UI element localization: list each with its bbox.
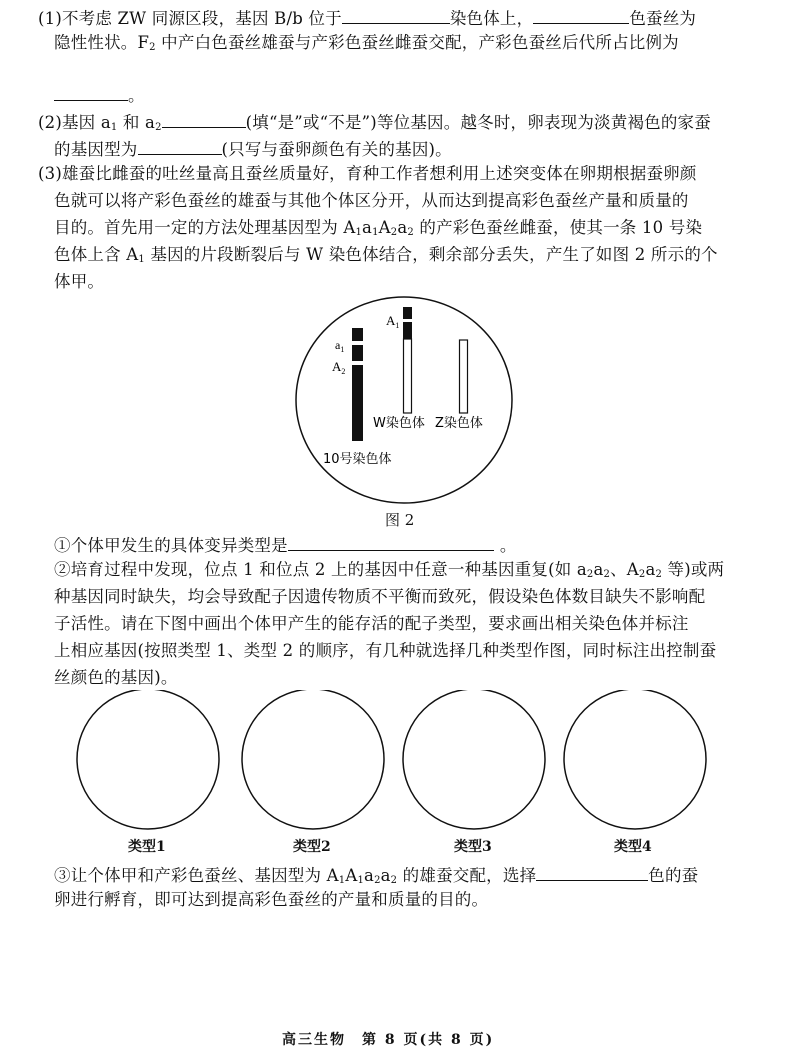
q3-line1: (3)雄蚕比雌蚕的吐丝量高且蚕丝质量好，育种工作者想利用上述突变体在卵期根据蚕卵颜: [38, 164, 697, 183]
gene-A2-label: $A_2$: [332, 359, 346, 376]
sub3-line1: ③让个体甲和产彩色蚕丝、基因型为 $A_1A_1a_2a_2$ 的雄蚕交配，选择 色的蚕: [54, 862, 698, 892]
answer-circle-type-2[interactable]: [242, 690, 384, 829]
z-chromosome-label: Z染色体: [435, 416, 483, 431]
answer-circles: [75, 690, 725, 838]
chromosome-W: [403, 307, 412, 413]
q1-blank-chromosome[interactable]: [342, 5, 450, 24]
w-chromosome-label: W染色体: [373, 416, 425, 431]
q1-blank-color[interactable]: [533, 5, 629, 24]
type-3-label: 类型3: [454, 839, 492, 855]
sub2-line2: 种基因同时缺失，均会导致配子因遗传物质不平衡而致死，假设染色体数目缺失不影响配: [54, 587, 706, 606]
type-2-label: 类型2: [293, 839, 331, 855]
sub1-line: ①个体甲发生的具体变异类型是 。: [54, 532, 517, 557]
q2-line2: 的基因型为 (只写与蚕卵颜色有关的基因)。: [54, 136, 452, 161]
q2-blank-genotype[interactable]: [138, 136, 222, 155]
gene-A1-label: $A_1$: [386, 313, 400, 330]
type-4-label: 类型4: [614, 839, 652, 855]
sub2-line4: 上相应基因(按照类型 1、类型 2 的顺序，有几种就选择几种类型作图，同时标注出控制蚕: [54, 641, 717, 660]
sub2-line5: 丝颜色的基因)。: [54, 668, 178, 687]
q1-line2: 隐性性状。$F_2$ 中产白色蚕丝雄蚕与产彩色蚕丝雌蚕交配，产彩色蚕丝后代所占比例为: [54, 33, 679, 53]
q2-line1: (2)基因 $a_1$ 和 $a_2$ (填“是”或“不是”)等位基因。越冬时，卵表现为淡黄褐色的家蚕: [38, 109, 711, 139]
q3-line5: 体甲。: [54, 272, 105, 291]
type-1-label: 类型1: [128, 839, 166, 855]
sub2-line1: ②培育过程中发现，位点 1 和位点 2 上的基因中任意一种基因重复(如 $a_2a_2$、$A_2a_2$ 等)或两: [54, 560, 725, 580]
q1-blank-ratio[interactable]: [54, 82, 128, 101]
q2-blank-allele[interactable]: [162, 109, 246, 128]
sub3-blank-egg-color[interactable]: [536, 862, 648, 881]
q1-line3: 。: [54, 82, 145, 107]
page-footer: 高三生物 第 8 页(共 8 页): [282, 1032, 495, 1048]
figure-2-diagram: [285, 295, 525, 515]
sub1-blank-variation[interactable]: [288, 532, 494, 551]
chromosome-10-label: 10号染色体: [323, 452, 392, 467]
figure-2-caption: 图 2: [385, 511, 415, 529]
answer-circle-type-4[interactable]: [564, 690, 706, 829]
gene-a1-label: $a_1$: [335, 338, 345, 354]
q1-line1: (1)不考虑 ZW 同源区段，基因 B/b 位于 染色体上， 色蚕丝为: [38, 5, 696, 30]
answer-circle-type-3[interactable]: [403, 690, 545, 829]
q3-line2: 色就可以将产彩色蚕丝的雄蚕与其他个体区分开，从而达到提高彩色蚕丝产量和质量的: [54, 191, 689, 210]
chromosome-Z: [460, 340, 468, 413]
q3-line3: 目的。首先用一定的方法处理基因型为 $A_1a_1A_2a_2$ 的产彩色蚕丝雌蚕，使其一条 10 号染: [54, 218, 703, 238]
answer-circle-type-1[interactable]: [77, 690, 219, 829]
sub2-line3: 子活性。请在下图中画出个体甲产生的能存活的配子类型，要求画出相关染色体并标注: [54, 614, 689, 633]
sub3-line2: 卵进行孵育，即可达到提高彩色蚕丝的产量和质量的目的。: [54, 890, 489, 909]
q3-line4: 色体上含 $A_1$ 基因的片段断裂后与 W 染色体结合，剩余部分丢失，产生了如图 2 所示的个: [54, 245, 718, 265]
chromosome-10: [352, 328, 363, 441]
